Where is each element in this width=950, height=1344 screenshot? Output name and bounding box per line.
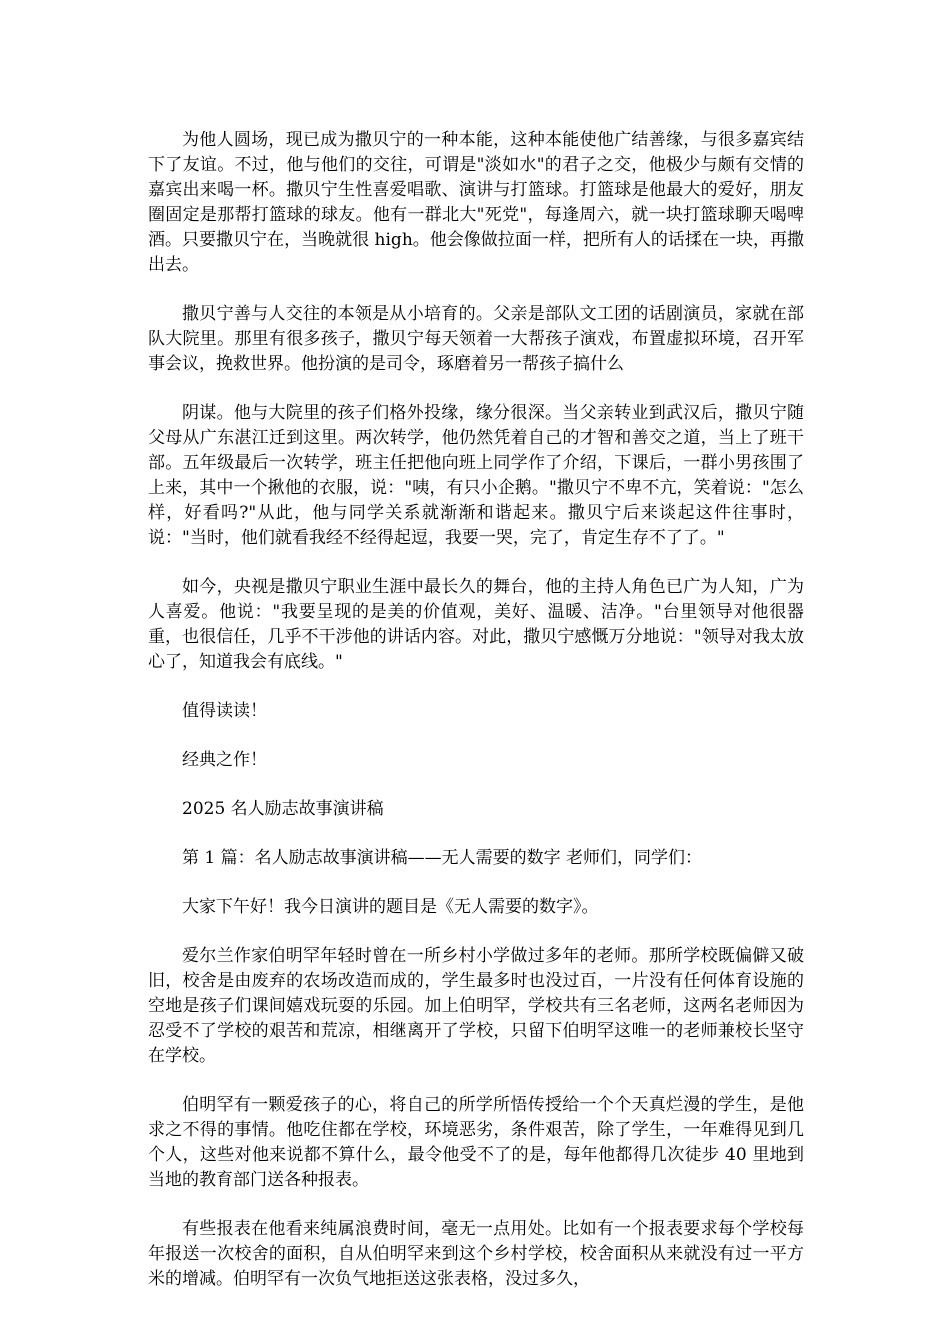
paragraph-12: 有些报表在他看来纯属浪费时间，毫无一点用处。比如有一个报表要求每个学校每年报送一次校舍的面积，自从伯明罕来到这个乡村学校，校舍面积从来就没有过一平方米的增减。伯明罕有一次负气地拒送这张表格，没过多久， bbox=[148, 1219, 804, 1289]
paragraph-6: 经典之作！ bbox=[182, 750, 267, 770]
paragraph-5: 值得读读！ bbox=[182, 701, 267, 721]
paragraph-11: 伯明罕有一颗爱孩子的心，将自己的所学所悟传授给一个个天真烂漫的学生，是他求之不得的事情。他吃住都在学校，环境恶劣，条件艰苦，除了学生，一年难得见到几个人，这些对他来说都不算什么，最令他受不了的是，每年他都得几次徒步 40 里地到当地的教育部门送各种报表。 bbox=[148, 1095, 804, 1190]
paragraph-3: 阴谋。他与大院里的孩子们格外投缘，缘分很深。当父亲转业到武汉后，撒贝宁随父母从广东湛江迁到这里。两次转学，他仍然凭着自己的才智和善交之道，当上了班干部。五年级最后一次转学，班主任把他向班上同学作了介绍，下课后，一群小男孩围了上来，其中一个揪他的衣服，说："咦，有只小企鹅。"撒贝宁不卑不亢，笑着说："怎么样，好看吗?"从此，他与同学关系就渐渐和谐起来。撒贝宁后来谈起这件往事时，说："当时，他们就看我经不经得起逗，我要一哭，完了，肯定生存不了了。" bbox=[148, 403, 804, 548]
paragraph-1: 为他人圆场，现已成为撒贝宁的一种本能，这种本能使他广结善缘，与很多嘉宾结下了友谊。不过，他与他们的交往，可谓是"淡如水"的君子之交，他极少与颇有交情的嘉宾出来喝一杯。撒贝宁生性喜爱唱歌、演讲与打篮球。打篮球是他最大的爱好，朋友圈固定是那帮打篮球的球友。他有一群北大"死党"，每逢周六，就一块打篮球聊天喝啤酒。只要撒贝宁在，当晚就很 high。他会像做拉面一样，把所有人的话揉在一块，再撒出去。 bbox=[148, 130, 804, 275]
chapter-heading: 第 1 篇：名人励志故事演讲稿——无人需要的数字 老师们，同学们： bbox=[182, 848, 703, 868]
paragraph-greeting: 大家下午好！我今日演讲的题目是《无人需要的数字》。 bbox=[182, 897, 599, 917]
paragraph-2: 撒贝宁善与人交往的本领是从小培育的。父亲是部队文工团的话剧演员，家就在部队大院里。那里有很多孩子，撒贝宁每天领着一大帮孩子演戏，布置虚拟环境，召开军事会议，挽救世界。他扮演的是司令，琢磨着另一帮孩子搞什么 bbox=[148, 304, 804, 374]
paragraph-4: 如今，央视是撒贝宁职业生涯中最长久的舞台，他的主持人角色已广为人知，广为人喜爱。他说："我要呈现的是美的价值观，美好、温暖、洁净。"台里领导对他很器重，也很信任，几乎不干涉他的讲话内容。对此，撒贝宁感慨万分地说："领导对我太放心了，知道我会有底线。" bbox=[148, 577, 804, 672]
section-title: 2025 名人励志故事演讲稿 bbox=[182, 799, 384, 819]
document-page bbox=[148, 128, 804, 1316]
paragraph-10: 爱尔兰作家伯明罕年轻时曾在一所乡村小学做过多年的老师。那所学校既偏僻又破旧，校舍是由废弃的农场改造而成的，学生最多时也没过百，一片没有任何体育设施的空地是孩子们课间嬉戏玩耍的乐园。加上伯明罕，学校共有三名老师，这两名老师因为忍受不了学校的艰苦和荒凉，相继离开了学校，只留下伯明罕这唯一的老师兼校长坚守在学校。 bbox=[148, 946, 804, 1066]
